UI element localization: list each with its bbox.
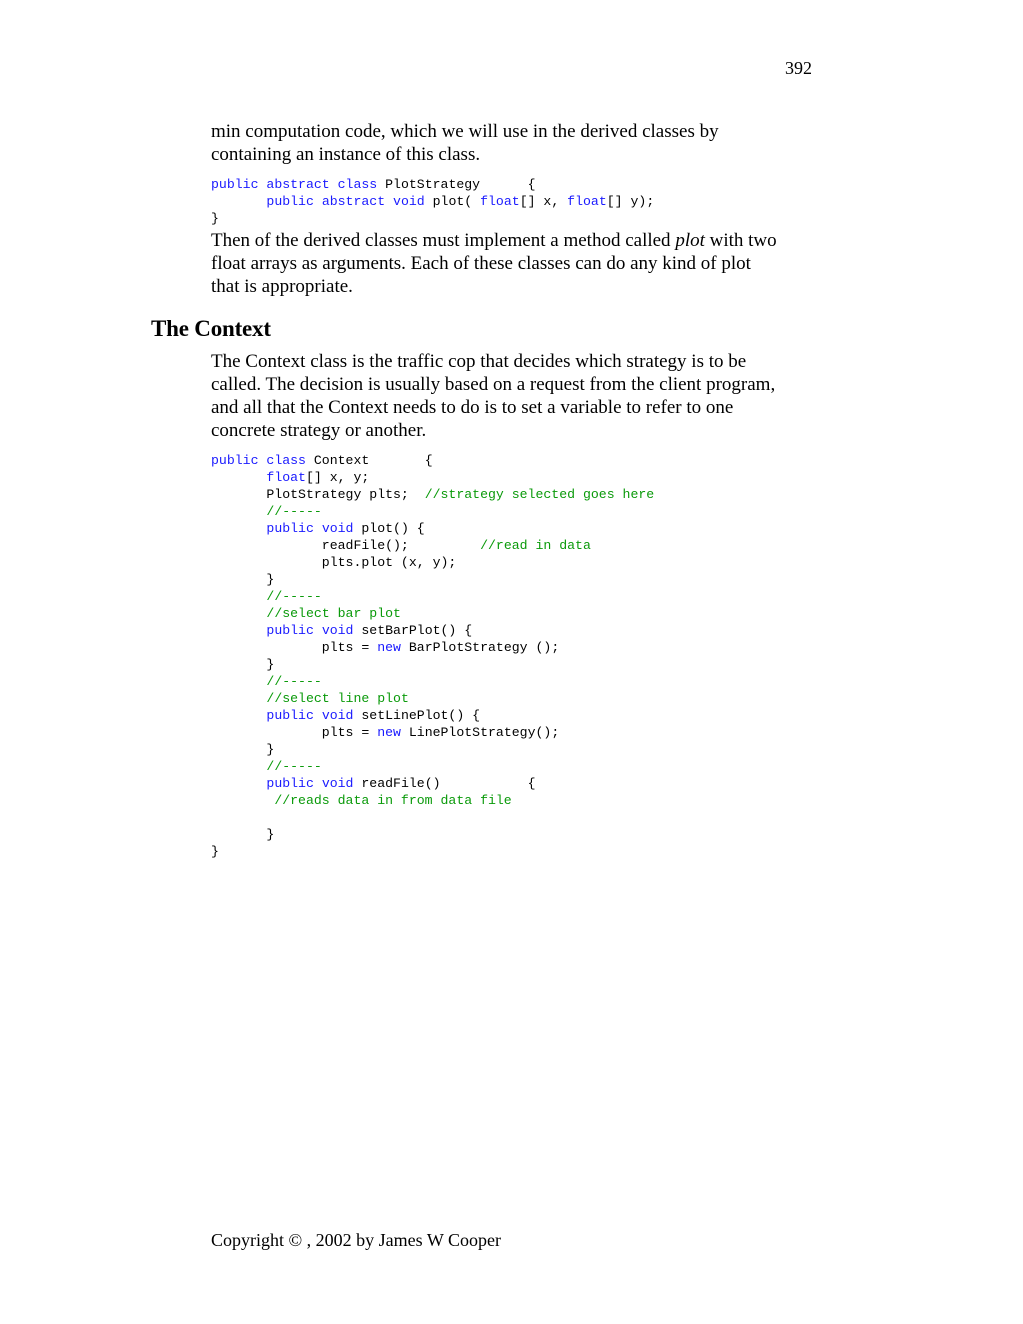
code-text bbox=[330, 177, 338, 192]
code-text: [] y); bbox=[606, 194, 655, 209]
code-comment: //select line plot bbox=[266, 691, 409, 706]
code-keyword: float bbox=[266, 470, 306, 485]
code-line bbox=[211, 673, 654, 690]
paragraph-3-line-1: The Context class is the traffic cop that decides which strategy is to be bbox=[211, 351, 747, 372]
code-text: plot() { bbox=[353, 521, 425, 536]
code-text: BarPlotStrategy (); bbox=[400, 640, 560, 655]
code-block-context bbox=[211, 452, 654, 860]
paragraph-2-text-b: with two bbox=[704, 230, 777, 251]
code-line bbox=[211, 486, 654, 503]
code-keyword: abstract bbox=[321, 194, 386, 209]
code-text bbox=[314, 521, 322, 536]
code-comment: //strategy selected goes here bbox=[424, 487, 655, 502]
code-line bbox=[211, 452, 654, 469]
code-line bbox=[211, 690, 654, 707]
code-keyword: void bbox=[321, 708, 354, 723]
copyright-footer: Copyright © , 2002 by James W Cooper bbox=[211, 1230, 501, 1250]
code-keyword: void bbox=[393, 194, 425, 209]
code-text: } bbox=[211, 742, 275, 757]
paragraph-2-text-a: Then of the derived classes must implement a method called bbox=[211, 230, 676, 251]
code-text: plts.plot (x, y); bbox=[211, 555, 457, 570]
code-comment: //reads data in from data file bbox=[274, 793, 512, 808]
code-text: PlotStrategy { bbox=[377, 177, 536, 192]
code-line bbox=[211, 758, 654, 775]
intro-line-2: containing an instance of this class. bbox=[211, 144, 481, 165]
code-text: readFile() { bbox=[353, 776, 536, 791]
code-text: plot( bbox=[424, 194, 481, 209]
code-comment: //----- bbox=[266, 674, 322, 689]
code-line bbox=[211, 775, 654, 792]
code-text bbox=[211, 793, 274, 808]
code-text bbox=[314, 623, 322, 638]
code-keyword: public bbox=[211, 453, 259, 468]
code-text bbox=[211, 504, 266, 519]
code-text bbox=[211, 521, 266, 536]
code-text: } bbox=[211, 827, 275, 842]
code-keyword: void bbox=[321, 623, 354, 638]
code-comment: //----- bbox=[266, 589, 322, 604]
code-text: } bbox=[211, 657, 275, 672]
code-line bbox=[211, 605, 654, 622]
code-text bbox=[211, 759, 266, 774]
code-line bbox=[211, 622, 654, 639]
code-line bbox=[211, 554, 654, 571]
code-line bbox=[211, 656, 654, 673]
code-line bbox=[211, 792, 654, 809]
code-keyword: void bbox=[321, 521, 354, 536]
paragraph-3-line-3: and all that the Context needs to do is to set a variable to refer to one bbox=[211, 397, 734, 418]
code-text: } bbox=[211, 572, 275, 587]
paragraph-2-line-2: float arrays as arguments. Each of these classes can do any kind of plot bbox=[211, 253, 751, 274]
code-text: plts = bbox=[211, 640, 378, 655]
code-text bbox=[211, 606, 266, 621]
code-keyword: abstract bbox=[266, 177, 330, 192]
paragraph-2-line-3: that is appropriate. bbox=[211, 276, 353, 297]
code-comment: //----- bbox=[266, 504, 322, 519]
code-line bbox=[211, 176, 654, 193]
code-keyword: float bbox=[480, 194, 520, 209]
code-text bbox=[211, 691, 266, 706]
code-line bbox=[211, 571, 654, 588]
section-heading: The Context bbox=[151, 316, 271, 341]
code-text: Context { bbox=[305, 453, 433, 468]
code-line bbox=[211, 843, 654, 860]
code-text: setBarPlot() { bbox=[353, 623, 473, 638]
code-line bbox=[211, 520, 654, 537]
code-text: [] x, bbox=[519, 194, 568, 209]
code-text bbox=[211, 776, 266, 791]
code-text: [] x, y; bbox=[305, 470, 370, 485]
context-paragraph bbox=[211, 350, 821, 442]
plot-method-emphasis: plot bbox=[675, 230, 705, 251]
code-comment: //select bar plot bbox=[266, 606, 401, 621]
code-line bbox=[211, 724, 654, 741]
code-keyword: public bbox=[266, 521, 314, 536]
intro-paragraph bbox=[211, 120, 821, 166]
code-keyword: public bbox=[266, 623, 314, 638]
code-line bbox=[211, 707, 654, 724]
intro-line-1: min computation code, which we will use in the derived classes by bbox=[211, 121, 719, 142]
code-line bbox=[211, 503, 654, 520]
code-line bbox=[211, 741, 654, 758]
code-text bbox=[211, 623, 266, 638]
code-text bbox=[211, 589, 266, 604]
code-text: plts = bbox=[211, 725, 378, 740]
code-line bbox=[211, 193, 654, 210]
code-text bbox=[211, 194, 266, 209]
paragraph-3-line-4: concrete strategy or another. bbox=[211, 420, 427, 441]
code-text: PlotStrategy plts; bbox=[211, 487, 425, 502]
code-line bbox=[211, 826, 654, 843]
code-keyword: public bbox=[211, 177, 259, 192]
code-text bbox=[211, 708, 266, 723]
code-block-plot-strategy bbox=[211, 176, 654, 227]
code-text bbox=[314, 708, 322, 723]
code-text bbox=[385, 194, 393, 209]
code-line bbox=[211, 537, 654, 554]
code-line bbox=[211, 210, 654, 227]
code-keyword: public bbox=[266, 194, 314, 209]
code-text: } bbox=[211, 844, 219, 859]
code-comment: //----- bbox=[266, 759, 322, 774]
code-text: readFile(); bbox=[211, 538, 481, 553]
code-keyword: float bbox=[567, 194, 607, 209]
code-text: setLinePlot() { bbox=[353, 708, 481, 723]
code-keyword: void bbox=[321, 776, 354, 791]
code-text bbox=[314, 776, 322, 791]
code-comment: //read in data bbox=[480, 538, 591, 553]
page-number: 392 bbox=[785, 58, 812, 78]
code-text: } bbox=[211, 211, 219, 226]
code-keyword: new bbox=[377, 640, 401, 655]
code-line bbox=[211, 588, 654, 605]
code-line bbox=[211, 639, 654, 656]
code-keyword: class bbox=[337, 177, 378, 192]
code-keyword: public bbox=[266, 708, 314, 723]
code-keyword: public bbox=[266, 776, 314, 791]
code-keyword: class bbox=[266, 453, 306, 468]
code-text bbox=[211, 470, 266, 485]
code-line bbox=[211, 469, 654, 486]
derived-classes-paragraph bbox=[211, 229, 821, 298]
code-text bbox=[314, 194, 322, 209]
code-text bbox=[211, 674, 266, 689]
paragraph-3-line-2: called. The decision is usually based on a request from the client program, bbox=[211, 374, 776, 395]
code-text: LinePlotStrategy(); bbox=[400, 725, 560, 740]
code-line bbox=[211, 809, 654, 826]
code-keyword: new bbox=[377, 725, 401, 740]
